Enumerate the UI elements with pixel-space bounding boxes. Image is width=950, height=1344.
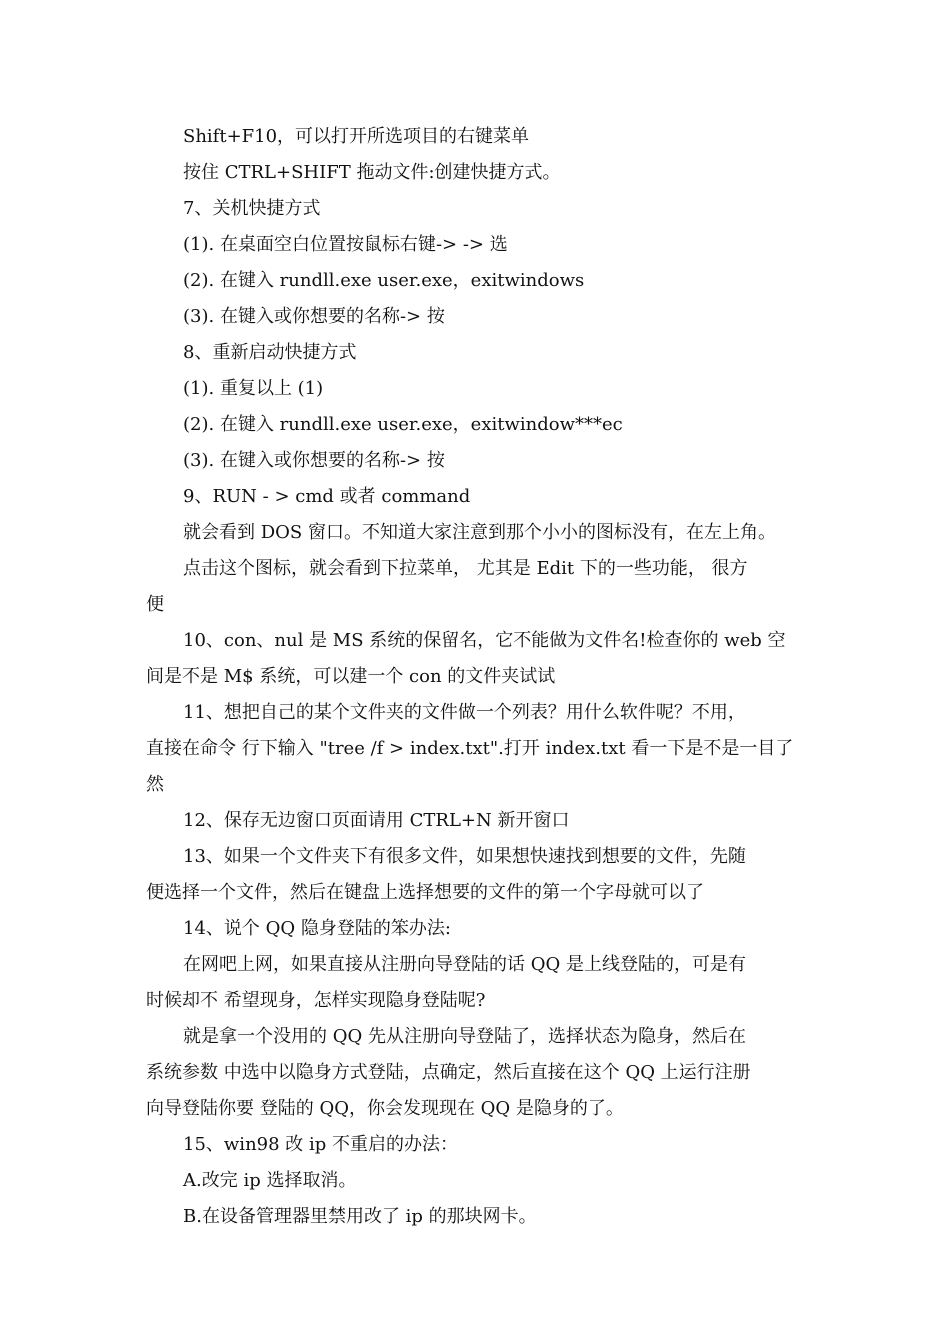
text-line: 时候却不 希望现身，怎样实现隐身登陆呢? [146, 990, 486, 1011]
text-line: 12、保存无边窗口页面请用 CTRL+N 新开窗口 [183, 810, 570, 831]
text-line: 向导登陆你要 登陆的 QQ，你会发现现在 QQ 是隐身的了。 [146, 1098, 624, 1119]
text-line: 然 [146, 774, 164, 795]
text-line: 便 [146, 594, 164, 615]
section-heading: 14、说个 QQ 隐身登陆的笨办法: [183, 918, 451, 939]
text-line: 13、如果一个文件夹下有很多文件，如果想快速找到想要的文件，先随 [183, 846, 746, 867]
text-line: B.在设备管理器里禁用改了 ip 的那块网卡。 [183, 1206, 537, 1227]
text-line: 11、想把自己的某个文件夹的文件做一个列表？用什么软件呢？不用， [183, 702, 746, 723]
text-line: 便选择一个文件，然后在键盘上选择想要的文件的第一个字母就可以了 [146, 882, 704, 903]
text-line: 就是拿一个没用的 QQ 先从注册向导登陆了，选择状态为隐身，然后在 [183, 1026, 746, 1047]
section-heading: 15、win98 改 ip 不重启的办法： [183, 1134, 459, 1155]
text-line: 间是不是 M$ 系统，可以建一个 con 的文件夹试试 [146, 666, 556, 687]
text-line: (1). 重复以上 (1) [183, 378, 324, 399]
section-heading: 9、RUN - > cmd 或者 command [183, 486, 471, 507]
document-body [146, 119, 794, 1235]
text-line: 就会看到 DOS 窗口。不知道大家注意到那个小小的图标没有，在左上角。 [183, 522, 776, 543]
section-heading: 7、关机快捷方式 [183, 198, 321, 219]
text-line: 系统参数 中选中以隐身方式登陆，点确定，然后直接在这个 QQ 上运行注册 [146, 1062, 751, 1083]
text-line: (3). 在键入或你想要的名称-> 按 [183, 450, 445, 471]
text-line: A.改完 ip 选择取消。 [183, 1170, 357, 1191]
text-line: 直接在命令 行下输入 "tree /f > index.txt".打开 index.txt 看一下是不是一目了 [146, 738, 794, 759]
section-heading: 8、重新启动快捷方式 [183, 342, 357, 363]
text-line: 点击这个图标，就会看到下拉菜单， 尤其是 Edit 下的一些功能， 很方 [183, 558, 748, 579]
text-line: Shift+F10，可以打开所选项目的右键菜单 [183, 126, 530, 147]
text-line: (1). 在桌面空白位置按鼠标右键-> -> 选 [183, 234, 508, 255]
text-line: 10、con、nul 是 MS 系统的保留名，它不能做为文件名!检查你的 web 空 [183, 630, 786, 651]
text-line: (3). 在键入或你想要的名称-> 按 [183, 306, 445, 327]
text-line: 按住 CTRL+SHIFT 拖动文件:创建快捷方式。 [183, 162, 561, 183]
text-line: (2). 在键入 rundll.exe user.exe，exitwindow***ec [183, 414, 623, 435]
text-line: 在网吧上网，如果直接从注册向导登陆的话 QQ 是上线登陆的，可是有 [183, 954, 746, 975]
text-line: (2). 在键入 rundll.exe user.exe，exitwindows [183, 270, 585, 291]
